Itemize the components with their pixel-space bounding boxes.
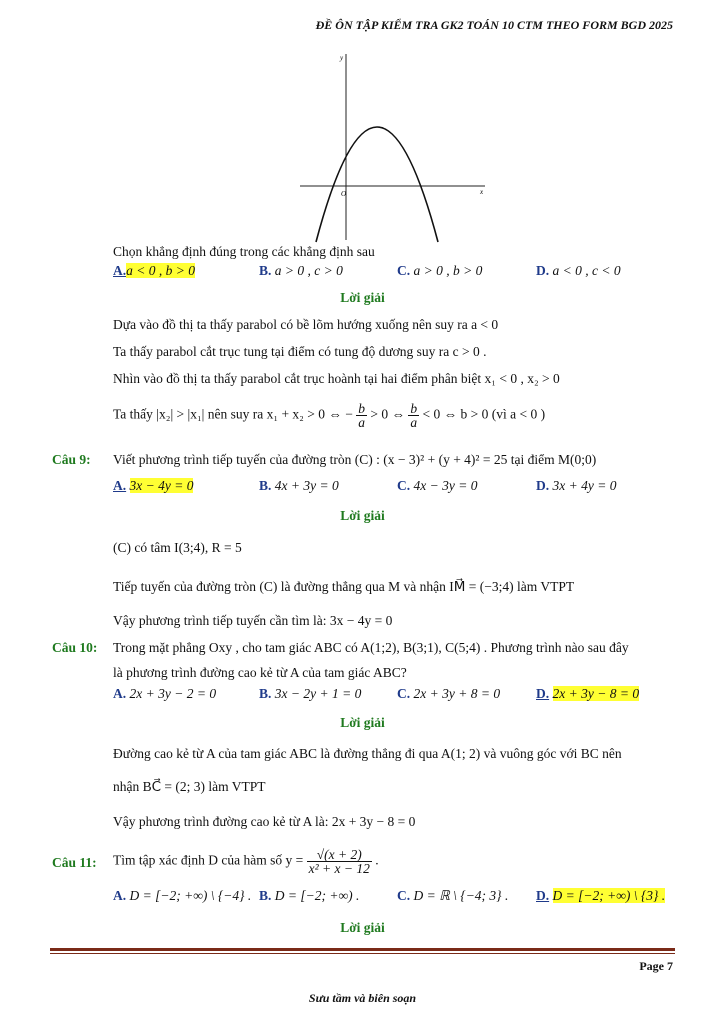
q10-solution-title: Lời giải [340, 715, 385, 730]
option-label: A. [113, 478, 127, 493]
q11-option-c[interactable] [397, 888, 508, 904]
y-axis-label: y [340, 54, 344, 62]
option-text: 4x + 3y = 0 [274, 478, 339, 493]
q8-solution-title: Lời giải [340, 290, 385, 305]
q9-solution-line2: Tiếp tuyến của đường tròn (C) là đường thẳng qua M và nhận IM⃗ = (−3;4) làm VTPT [113, 579, 575, 594]
option-label: D. [536, 686, 550, 701]
option-text: 2x + 3y − 8 = 0 [552, 686, 640, 701]
q8-solution-line3: Nhìn vào đồ thị ta thấy parabol cắt trục hoành tại hai điểm phân biệt x₁ < 0 , x₂ > 0 [113, 371, 560, 386]
fraction-numerator: b [358, 401, 365, 416]
footer-text: Sưu tầm và biên soạn [308, 991, 417, 1005]
option-label: B. [259, 686, 272, 701]
fraction-b-over-a [356, 402, 367, 429]
q10-prompt-line2: là phương trình đường cao kẻ từ A của tam giác ABC? [113, 665, 407, 680]
page-number: Page 7 [639, 959, 673, 973]
option-text: D = ℝ \ {−4; 3} . [413, 888, 509, 903]
origin-label: O [341, 190, 347, 198]
option-label: C. [397, 888, 411, 903]
option-text: D = [−2; +∞) \ {3} . [552, 888, 666, 903]
q10-solution-line1: Đường cao kẻ từ A của tam giác ABC là đường thẳng đi qua A(1; 2) và vuông góc với BC nên [113, 746, 622, 761]
q11-prompt-text: Tìm tập xác định D của hàm số y = [113, 852, 304, 868]
option-label: B. [259, 263, 272, 278]
option-text: a < 0 , c < 0 [552, 263, 621, 278]
option-label: B. [259, 888, 272, 903]
option-label: A. [113, 888, 127, 903]
q11-option-b[interactable] [259, 888, 359, 904]
q11-option-d[interactable] [536, 888, 665, 904]
fraction-numerator: √(x + 2) [307, 848, 372, 862]
q9-option-d[interactable] [536, 478, 616, 494]
q9-option-b[interactable] [259, 478, 339, 494]
parabola-curve [316, 127, 438, 242]
option-text: 4x − 3y = 0 [413, 478, 478, 493]
option-label: A. [113, 263, 127, 278]
fraction-numerator: b [410, 401, 418, 416]
q8-solution-line1: Dựa vào đồ thị ta thấy parabol có bề lõm hướng xuống nên suy ra a < 0 [113, 317, 499, 332]
q8-option-d[interactable] [536, 263, 621, 279]
option-text: 2x + 3y − 2 = 0 [129, 686, 217, 701]
q10-prompt-line1: Trong mặt phẳng Oxy , cho tam giác ABC có A(1;2), B(3;1), C(5;4) . Phương trình nào sau đây [113, 640, 629, 655]
fraction-denominator: a [358, 415, 365, 430]
option-label: D. [536, 263, 550, 278]
sol4-part-c: < 0 ⇔ b > 0 (vì a < 0 ) [422, 406, 546, 422]
q10-solution-line2: nhận BC⃗ = (2; 3) làm VTPT [113, 779, 266, 794]
q10-option-d[interactable] [536, 686, 639, 702]
option-label: C. [397, 686, 411, 701]
q8-option-c[interactable] [397, 263, 482, 279]
q10-option-a[interactable] [113, 686, 216, 702]
option-text: D = [−2; +∞) . [274, 888, 360, 903]
option-text: 3x + 4y = 0 [552, 478, 617, 493]
x-axis-label: x [480, 188, 484, 196]
q11-function-fraction [307, 848, 372, 875]
sol4-part-a: Ta thấy |x₂| > |x₁| nên suy ra x₁ + x₂ > 0 ⇔ − [113, 406, 353, 422]
q9-label: Câu 9: [52, 452, 91, 467]
q10-option-c[interactable] [397, 686, 500, 702]
option-label: D. [536, 478, 550, 493]
q10-option-b[interactable] [259, 686, 361, 702]
q11-prompt-end: . [375, 852, 379, 868]
q8-solution-line4 [113, 402, 545, 429]
option-text: D = [−2; +∞) \ {−4} . [129, 888, 252, 903]
q9-solution-line1: (C) có tâm I(3;4), R = 5 [113, 540, 242, 555]
q11-label: Câu 11: [52, 855, 97, 870]
option-label: C. [397, 263, 411, 278]
option-text: 2x + 3y + 8 = 0 [413, 686, 501, 701]
option-label: D. [536, 888, 550, 903]
option-text: a < 0 , b > 0 [126, 263, 195, 278]
q8-prompt: Chọn khẳng định đúng trong các khẳng định sau [113, 244, 375, 259]
q9-solution-title: Lời giải [340, 508, 385, 523]
q8-option-b[interactable] [259, 263, 343, 279]
q8-solution-line2: Ta thấy parabol cắt trục tung tại điểm có tung độ dương suy ra c > 0 . [113, 344, 487, 359]
q8-option-a[interactable] [113, 263, 195, 279]
q10-solution-line3: Vậy phương trình đường cao kẻ từ A là: 2x + 3y − 8 = 0 [113, 814, 416, 829]
q9-option-c[interactable] [397, 478, 477, 494]
q9-prompt: Viết phương trình tiếp tuyến của đường tròn (C) : (x − 3)² + (y + 4)² = 25 tại điểm M(0;0) [113, 452, 597, 467]
q9-solution-line3: Vậy phương trình tiếp tuyến cần tìm là: 3x − 4y = 0 [113, 613, 393, 628]
option-label: B. [259, 478, 272, 493]
option-text: 3x − 2y + 1 = 0 [274, 686, 362, 701]
option-text: a > 0 , b > 0 [413, 263, 483, 278]
q11-solution-title: Lời giải [340, 920, 385, 935]
fraction-denominator: a [410, 415, 418, 430]
sol4-part-b: > 0 ⇔ [370, 406, 405, 422]
option-label: C. [397, 478, 411, 493]
q11-prompt [113, 848, 379, 875]
page-header: ĐỀ ÔN TẬP KIỂM TRA GK2 TOÁN 10 CTM THEO FORM BGD 2025 [315, 18, 673, 32]
fraction-denominator: x² + x − 12 [308, 861, 370, 876]
option-text: 3x − 4y = 0 [129, 478, 194, 493]
parabola-graph [290, 50, 490, 245]
fraction-b-over-a-2 [408, 402, 419, 429]
q9-option-a[interactable] [113, 478, 193, 494]
option-text: a > 0 , c > 0 [274, 263, 343, 278]
option-label: A. [113, 686, 127, 701]
footer-rule-thin [50, 953, 675, 954]
q10-label: Câu 10: [52, 640, 98, 655]
q11-option-a[interactable] [113, 888, 251, 904]
footer-rule-thick [50, 948, 675, 951]
